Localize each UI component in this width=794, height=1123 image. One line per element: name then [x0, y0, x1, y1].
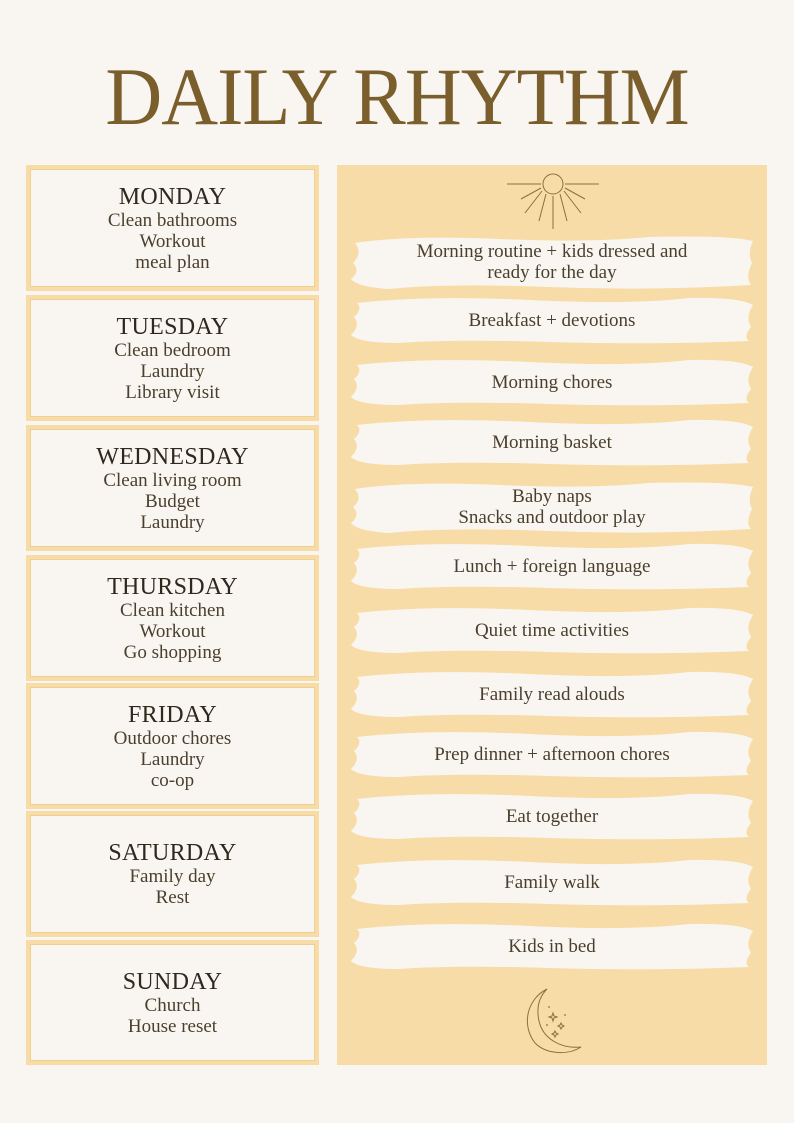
day-task: Budget	[145, 490, 200, 512]
day-name: THURSDAY	[107, 573, 238, 600]
day-name: FRIDAY	[128, 701, 217, 728]
routine-item	[349, 417, 755, 467]
day-task: Library visit	[125, 381, 220, 403]
routine-item	[349, 729, 755, 779]
routine-text: Baby naps	[512, 486, 592, 507]
day-card-wednesday	[26, 425, 319, 551]
day-task: Go shopping	[123, 641, 222, 663]
routine-text: Morning routine + kids dressed and	[416, 241, 688, 262]
day-name: TUESDAY	[116, 313, 229, 340]
day-task: House reset	[127, 1015, 218, 1037]
routine-text: Morning basket	[492, 431, 612, 453]
day-task: Clean living room	[103, 469, 242, 491]
day-card-thursday	[26, 555, 319, 681]
day-task: Clean kitchen	[120, 599, 225, 621]
day-task: Family day	[129, 866, 216, 887]
day-task: co-op	[150, 769, 195, 791]
day-task: Laundry	[140, 360, 205, 382]
day-card-tuesday	[26, 295, 319, 421]
day-task: Workout	[139, 620, 206, 642]
day-name: SATURDAY	[108, 840, 237, 866]
day-name: WEDNESDAY	[96, 443, 249, 470]
day-task: Workout	[139, 230, 206, 252]
routine-text: Family walk	[504, 871, 600, 893]
day-card-sunday	[26, 940, 319, 1065]
routine-item	[349, 605, 755, 655]
day-task: Clean bedroom	[114, 339, 231, 361]
day-card-monday	[26, 165, 319, 291]
day-task: Church	[144, 994, 201, 1016]
day-task: Outdoor chores	[113, 727, 232, 749]
weekly-days-column	[26, 165, 319, 1065]
day-task: Laundry	[140, 511, 205, 533]
routine-text: Prep dinner + afternoon chores	[434, 743, 670, 765]
routine-text: Breakfast + devotions	[468, 309, 636, 331]
routine-item	[349, 921, 755, 971]
routine-text: Lunch + foreign language	[453, 555, 651, 577]
sun-icon	[507, 169, 599, 231]
routine-item	[349, 541, 755, 591]
routine-text: Eat together	[505, 805, 599, 827]
routine-item	[349, 357, 755, 407]
day-task: Laundry	[140, 748, 205, 770]
routine-item	[349, 669, 755, 719]
routine-text: Morning chores	[491, 371, 613, 393]
day-task: meal plan	[135, 251, 210, 273]
routine-text: ready for the day	[487, 262, 617, 283]
routine-item	[349, 295, 755, 345]
routine-item	[349, 479, 755, 535]
routine-item	[349, 791, 755, 841]
routine-text: Quiet time activities	[474, 619, 630, 641]
routine-item	[349, 233, 755, 291]
routine-text: Kids in bed	[508, 935, 596, 957]
day-name: SUNDAY	[122, 968, 223, 995]
day-card-saturday	[26, 811, 319, 937]
routine-item	[349, 857, 755, 907]
moon-stars-icon	[517, 985, 587, 1057]
day-task: Clean bathrooms	[107, 209, 238, 231]
day-name: MONDAY	[118, 183, 227, 210]
routine-text: Family read alouds	[479, 683, 625, 705]
day-task: Rest	[155, 887, 190, 908]
day-card-friday	[26, 683, 319, 809]
page-title: DAILY RHYTHM	[105, 51, 689, 142]
routine-text: Snacks and outdoor play	[458, 507, 646, 528]
daily-routine-panel	[337, 165, 767, 1065]
